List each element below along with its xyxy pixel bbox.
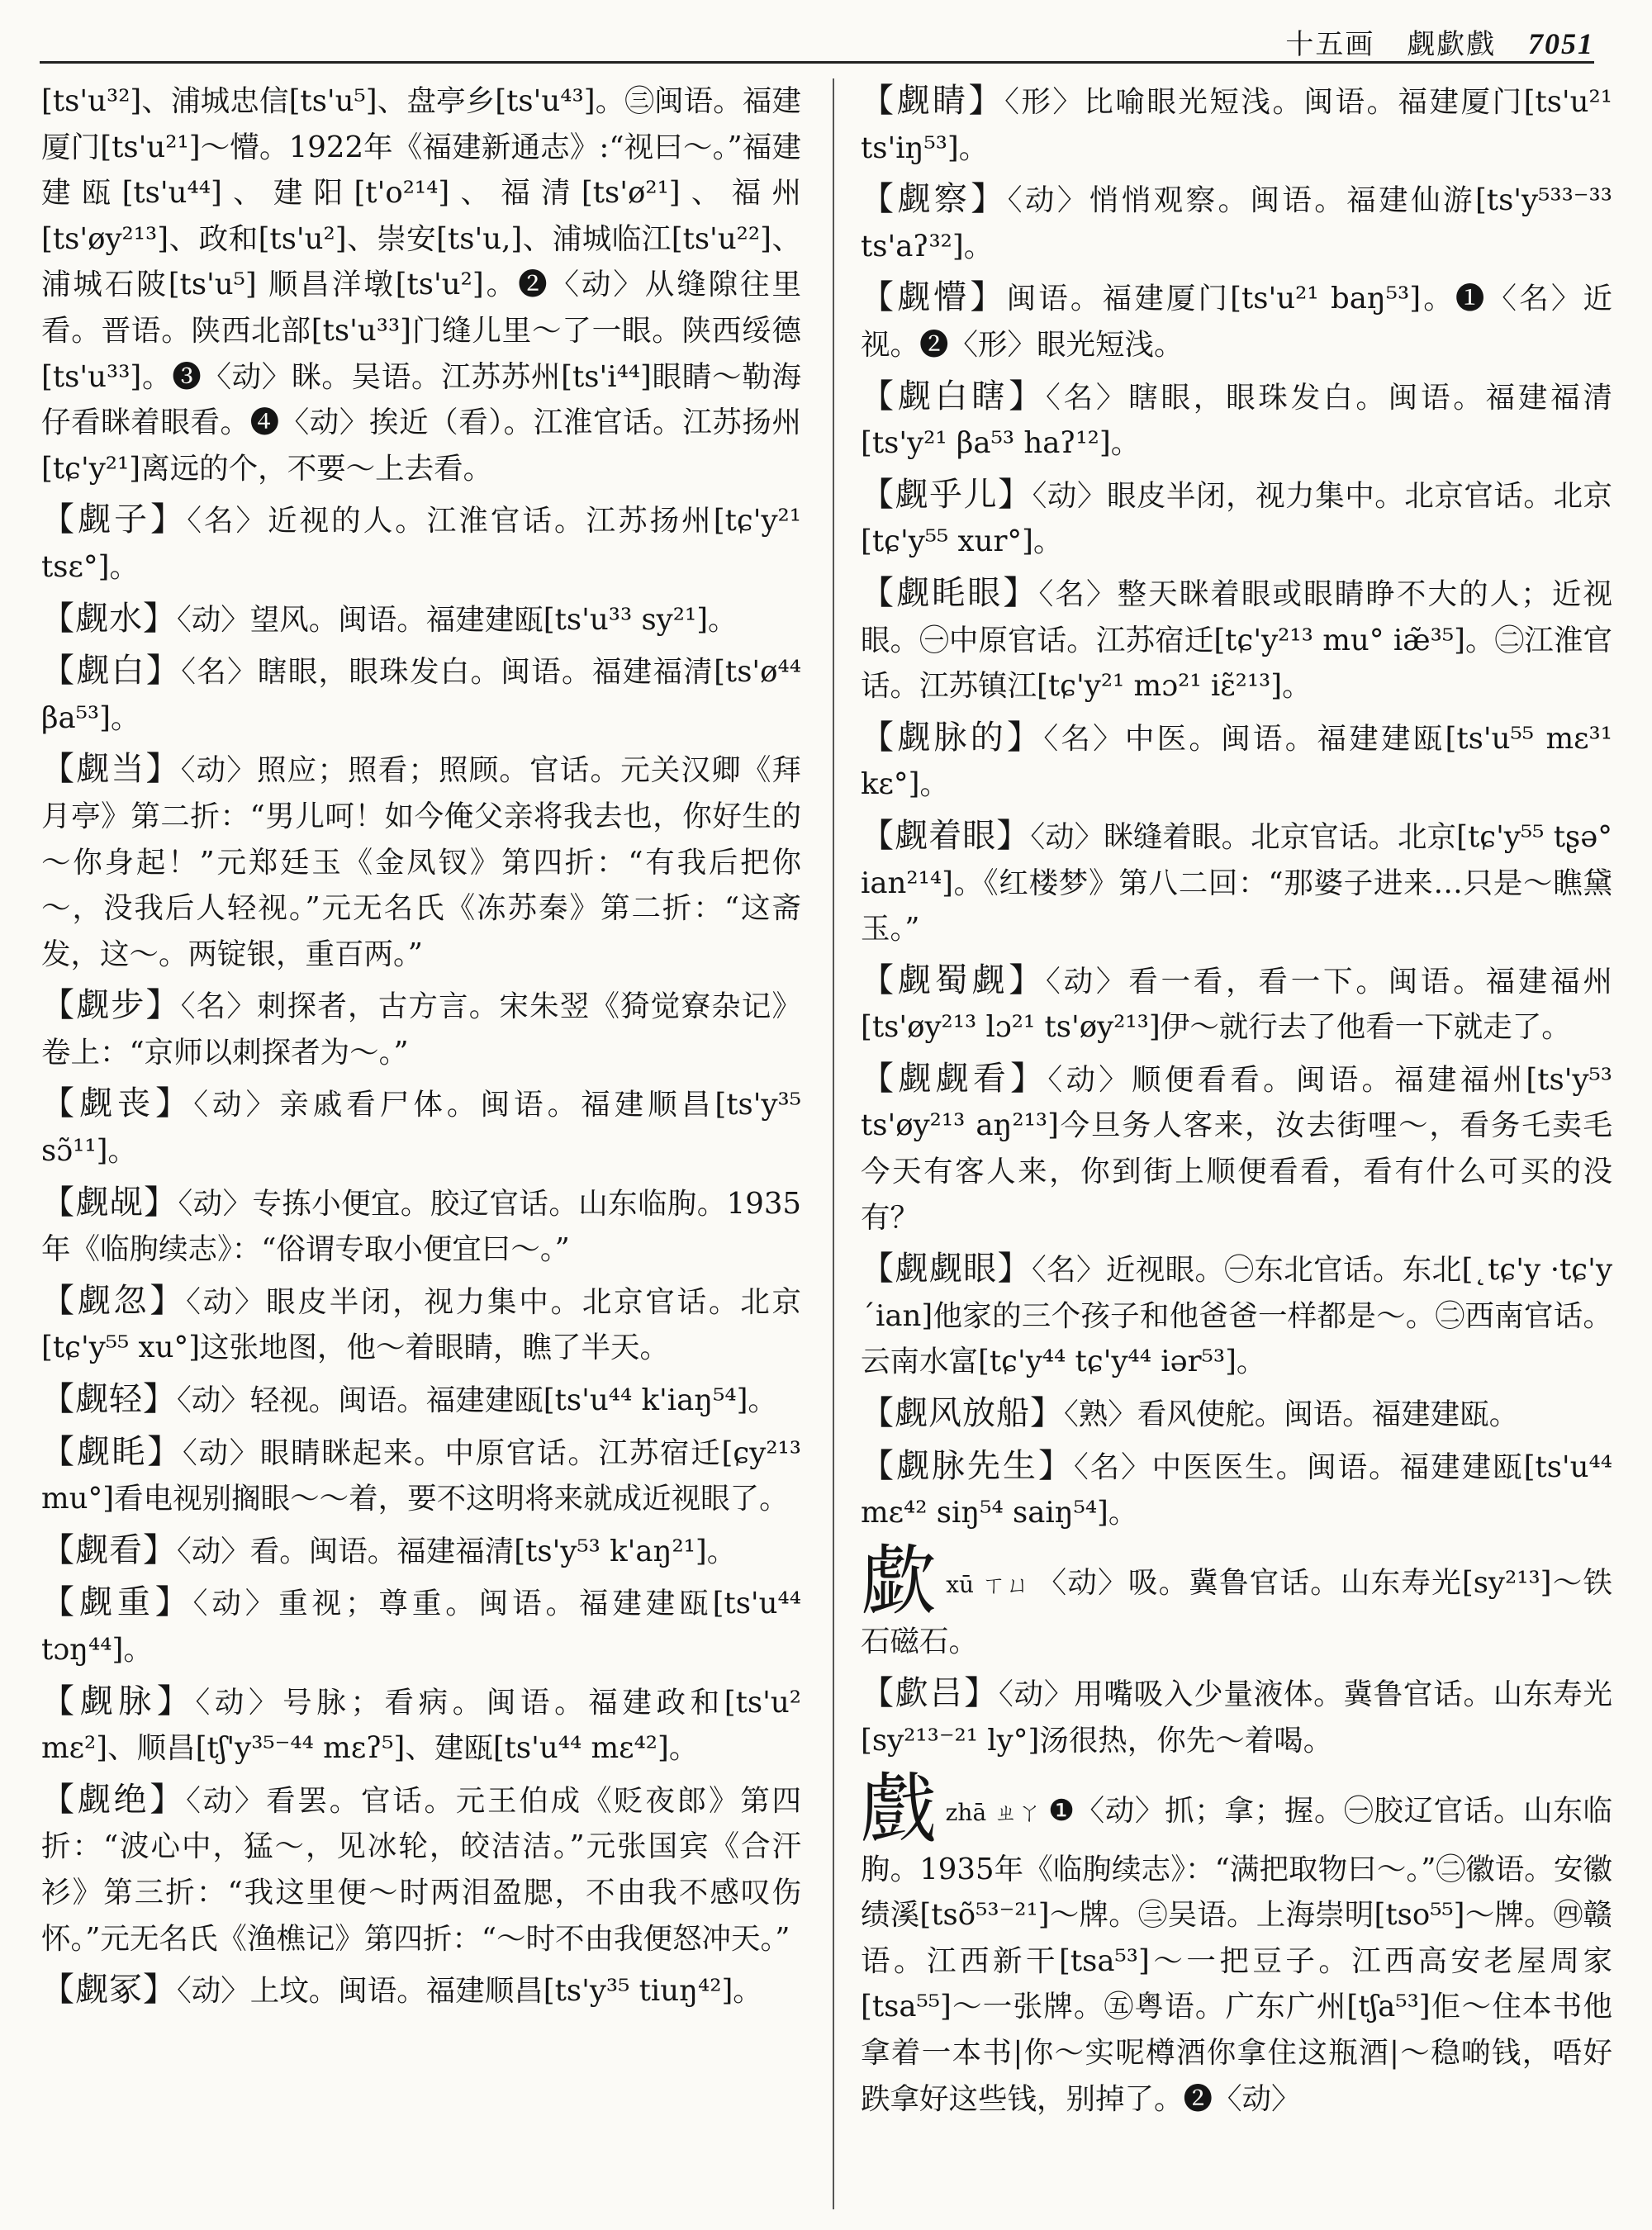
dictionary-entry [41, 1377, 801, 1424]
dictionary-entry [861, 958, 1612, 1051]
dictionary-entry [41, 648, 801, 741]
dictionary-entry [861, 1391, 1612, 1438]
entry-headword: 【觑当】 [41, 750, 181, 789]
entry-headword: 【觑重】 [41, 1583, 193, 1622]
entry-headword: 【觑绝】 [41, 1780, 187, 1819]
dictionary-entry [41, 983, 801, 1075]
dictionary-entry [41, 747, 801, 977]
section-label: 十五画 [1285, 28, 1375, 61]
dictionary-entry [41, 1279, 801, 1371]
entry-text: 〈动〉悄悄观察。闽语。福建仙游[ts'y⁵³³⁻³³ ts'aʔ³²]。 [861, 183, 1613, 263]
dictionary-entry [861, 814, 1612, 952]
entry-text: 〈名〉近视眼。㊀东北官话。东北[˛tɕ'y ·tɕ'y ˊian]他家的三个孩子和他爸爸一样都是～。㊁西南官话。云南水富[tɕ'y⁴⁴ tɕ'y⁴⁴ iər⁵³]。 [861, 1253, 1612, 1379]
entry-headword: 【歔吕】 [861, 1674, 999, 1713]
entry-text: 〈动〉眯缝着眼。北京官话。北京[tɕ'y⁵⁵ tʂə° ian²¹⁴]。《红楼梦》第八二回：“那婆子进来…只是～瞧黛玉。” [861, 819, 1612, 947]
dictionary-entry [861, 275, 1612, 368]
dictionary-entry [41, 1180, 801, 1273]
entry-text: 〈动〉号脉；看病。闽语。福建政和[ts'u² mɛ²]、顺昌[tʃ'y³⁵⁻⁴⁴ mɛʔ⁵]、建瓯[ts'u⁴⁴ mɛ⁴²]。 [41, 1685, 801, 1766]
dictionary-entry [861, 1246, 1612, 1385]
dictionary-entry [41, 1580, 801, 1672]
entry-headword: 【觑脉】 [41, 1682, 196, 1720]
entry-text: 〈动〉看罢。官话。元王伯成《贬夜郎》第四折：“波心中，猛～，见冰轮，皎洁洁。”元张国宾《合汗衫》第三折：“我这里便～时两泪盈腮，不由我不感叹伤怀。”元无名氏《渔樵记》第四折：“～时不由我便怒冲天。” [41, 1783, 801, 1956]
entry-headword: 【觑乎儿】 [861, 475, 1032, 514]
entry-headword: 【觑脉先生】 [861, 1446, 1074, 1485]
entry-text: 〈形〉比喻眼光短浅。闽语。福建厦门[ts'u²¹ ts'iŋ⁵³]。 [861, 85, 1612, 165]
entry-headword: 【觑忽】 [41, 1281, 187, 1320]
character-entry [861, 1764, 1612, 2123]
entry-text: 〈名〉瞎眼，眼珠发白。闽语。福建福清[ts'y²¹ βa⁵³ haʔ¹²]。 [861, 380, 1612, 461]
entry-text: 〈动〉用嘴吸入少量液体。冀鲁官话。山东寿光[sy²¹³⁻²¹ ly°]汤很热，你先～着喝。 [861, 1677, 1612, 1758]
dictionary-entry [861, 571, 1612, 709]
dictionary-entry [41, 497, 801, 590]
entry-headword: 【觑着眼】 [861, 816, 1031, 855]
entry-pronunciation: zhā ㄓㄚ [945, 1798, 1042, 1826]
dictionary-entry [41, 1430, 801, 1522]
entry-text: 〈动〉眼睛眯起来。中原官话。江苏宿迁[ɕy²¹³ mu°]看电视别搁眼～～着，要不这明将来就成近视眼了。 [41, 1435, 802, 1516]
entry-character: 戲 [861, 1764, 938, 1853]
entry-text: 〈动〉眼皮半闭，视力集中。北京官话。北京[tɕ'y⁵⁵ xur°]。 [861, 478, 1612, 559]
entry-text: 〈动〉眼皮半闭，视力集中。北京官话。北京[tɕ'y⁵⁵ xu°]这张地图，他～着眼睛，瞧了半天。 [41, 1284, 801, 1365]
entry-headword: 【觑察】 [861, 180, 1008, 219]
entry-headword: 【觑轻】 [41, 1380, 177, 1419]
entry-headword: 【觑眊】 [41, 1432, 183, 1471]
entry-text: 〈名〉瞎眼，眼珠发白。闽语。福建福清[ts'ø⁴⁴ βa⁵³]。 [41, 655, 802, 735]
page-header [40, 18, 1594, 64]
page-number: 7051 [1528, 27, 1594, 60]
entry-headword: 【觑看】 [41, 1530, 177, 1569]
entry-text: 〈动〉吸。冀鲁官话。山东寿光[sy²¹³]～铁石磁石。 [861, 1565, 1612, 1658]
dictionary-entry [861, 715, 1612, 808]
entry-headword: 【觑子】 [41, 501, 188, 539]
dictionary-entry [41, 1081, 801, 1174]
entry-text: ❶〈动〉抓；拿；握。㊀胶辽官话。山东临朐。1935年《临朐续志》：“满把取物曰～。”㊁徽语。安徽绩溪[tsõ⁵³⁻²¹]～牌。㊂吴语。上海崇明[tso⁵⁵]～牌。㊃赣语。江西新干[tsa⁵³]～一把豆子。江西高安老屋周家[tsa⁵⁵]～一张牌。㊄粤语。广东广州[tʃa⁵³]佢～住本书他拿着一本书|你～实呢樽酒你拿住这瓶酒|～稳啲钱，唔好跌拿好这些钱，别掉了。❷〈动〉 [861, 1793, 1612, 2116]
entry-text: [ts'u³²]、浦城忠信[ts'u⁵]、盘亭乡[ts'u⁴³]。㊂闽语。福建厦门[ts'u²¹]～懵。1922年《福建新通志》:“视曰～。”福建建瓯[ts'u⁴⁴]、建阳[t'o²¹⁴]、福清[ts'ø²¹]、福州[ts'øy²¹³]、政和[ts'u²]、崇安[ts'u,]、浦城临江[ts'u²²]、浦城石陂[ts'u⁵] 顺昌洋墩[ts'u²]。❷〈动〉从缝隙往里看。晋语。陕西北部[ts'u³³]门缝儿里～了一眼。陕西绥德[ts'u³³]。❸〈动〉眯。吴语。江苏苏州[ts'i⁴⁴]眼睛～勒海仔看眯着眼看。❹〈动〉挨近（看）。江淮官话。江苏扬州[tɕ'y²¹]离远的个，不要～上去看。 [41, 84, 801, 486]
entry-headword: 【觑脉的】 [861, 718, 1044, 757]
entry-headword: 【觑水】 [41, 599, 177, 638]
header-chars: 觑歔戲 [1407, 28, 1497, 61]
entry-headword: 【觑白】 [41, 652, 182, 690]
entry-headword: 【觑蜀觑】 [861, 961, 1047, 999]
column-divider [833, 78, 834, 2209]
entry-text: 〈动〉看一看，看一下。闽语。福建福州[ts'øy²¹³ lɔ²¹ ts'øy²¹³]伊～就行去了他看一下就走了。 [861, 964, 1612, 1045]
dictionary-entry [861, 1056, 1612, 1241]
entry-headword: 【觑眊眼】 [861, 573, 1039, 612]
entry-text: 〈熟〉看风使舵。闽语。福建建瓯。 [1064, 1397, 1519, 1432]
entry-text: 〈名〉中医医生。闽语。福建建瓯[ts'u⁴⁴ mɛ⁴² siŋ⁵⁴ saiŋ⁵⁴]。 [861, 1450, 1612, 1530]
entry-text: 〈动〉照应；照看；照顾。官话。元关汉卿《拜月亭》第二折：“男儿呵！如今俺父亲将我去也，你好生的～你身起！”元郑廷玉《金凤钗》第四折：“有我后把你～，没我后人轻视。”元无名氏《冻苏秦》第二折：“这斋发，这～。两锭银，重百两。” [41, 753, 801, 971]
dictionary-entry [41, 1777, 801, 1962]
entry-text: 〈动〉上坟。闽语。福建顺昌[ts'y³⁵ tiuŋ⁴²]。 [177, 1974, 762, 2009]
dictionary-entry [41, 1528, 801, 1575]
entry-text: 〈名〉整天眯着眼或眼睛睁不大的人；近视眼。㊀中原官话。江苏宿迁[tɕ'y²¹³ mu° iæ̃³⁵]。㊁江淮官话。江苏镇江[tɕ'y²¹ mɔ²¹ iɛ̃²¹³]。 [861, 576, 1612, 704]
entry-text: 〈动〉重视；尊重。闽语。福建建瓯[ts'u⁴⁴ tɔŋ⁴⁴]。 [41, 1587, 802, 1667]
entry-continuation [41, 78, 801, 491]
entry-headword: 【觑白瞎】 [861, 377, 1047, 415]
dictionary-entry [861, 1444, 1612, 1536]
character-entry [861, 1536, 1612, 1665]
dictionary-entry [861, 177, 1612, 269]
entry-headword: 【觑懵】 [861, 278, 1007, 317]
dictionary-entry [41, 596, 801, 643]
entry-headword: 【觑觇】 [41, 1183, 178, 1222]
entry-text: 〈名〉刺探者，古方言。宋朱翌《猗觉寮杂记》卷上：“京师以刺探者为～。” [41, 989, 801, 1070]
dictionary-entry [861, 1671, 1612, 1763]
entry-text: 〈动〉专拣小便宜。胶辽官话。山东临朐。1935年《临朐续志》：“俗谓专取小便宜曰～。” [41, 1186, 801, 1267]
left-column [41, 78, 801, 2020]
right-column [861, 78, 1612, 2128]
entry-headword: 【觑觑看】 [861, 1059, 1048, 1098]
entry-headword: 【觑风放船】 [861, 1394, 1064, 1433]
dictionary-entry [861, 472, 1612, 565]
entry-text: 〈动〉望风。闽语。福建建瓯[ts'u³³ sy²¹]。 [177, 602, 738, 637]
entry-text: 〈动〉顺便看看。闽语。福建福州[ts'y⁵³ ts'øy²¹³ aŋ²¹³]今旦务人客来，汝去街哩～，看务乇卖毛今天有客人来，你到街上顺便看看，看有什么可买的没有？ [861, 1062, 1612, 1235]
entry-text: 〈名〉近视的人。江淮官话。江苏扬州[tɕ'y²¹ tsɛ°]。 [41, 504, 801, 584]
entry-pronunciation: xū ㄒㄩ [946, 1570, 1031, 1598]
entry-character: 歔 [861, 1536, 938, 1625]
entry-headword: 【觑睛】 [861, 82, 1005, 120]
entry-headword: 【觑觑眼】 [861, 1250, 1032, 1288]
entry-headword: 【觑冢】 [41, 1971, 177, 2009]
dictionary-entry [41, 1967, 801, 2014]
entry-text: 〈动〉亲戚看尸体。闽语。福建顺昌[ts'y³⁵ sɔ̃¹¹]。 [41, 1088, 801, 1169]
dictionary-entry [861, 78, 1612, 171]
entry-text: 〈名〉中医。闽语。福建建瓯[ts'u⁵⁵ mɛ³¹ kɛ°]。 [861, 721, 1612, 802]
entry-headword: 【觑步】 [41, 986, 181, 1025]
entry-text: 〈动〉看。闽语。福建福清[ts'y⁵³ k'aŋ²¹]。 [177, 1534, 737, 1568]
entry-text: 〈动〉轻视。闽语。福建建瓯[ts'u⁴⁴ k'iaŋ⁵⁴]。 [177, 1383, 777, 1418]
dictionary-entry [41, 1679, 801, 1772]
entry-headword: 【觑丧】 [41, 1084, 194, 1123]
entry-text: 闽语。福建厦门[ts'u²¹ baŋ⁵³]。❶〈名〉近视。❷〈形〉眼光短浅。 [861, 282, 1612, 362]
dictionary-entry [861, 374, 1612, 467]
header-right [1264, 21, 1594, 62]
